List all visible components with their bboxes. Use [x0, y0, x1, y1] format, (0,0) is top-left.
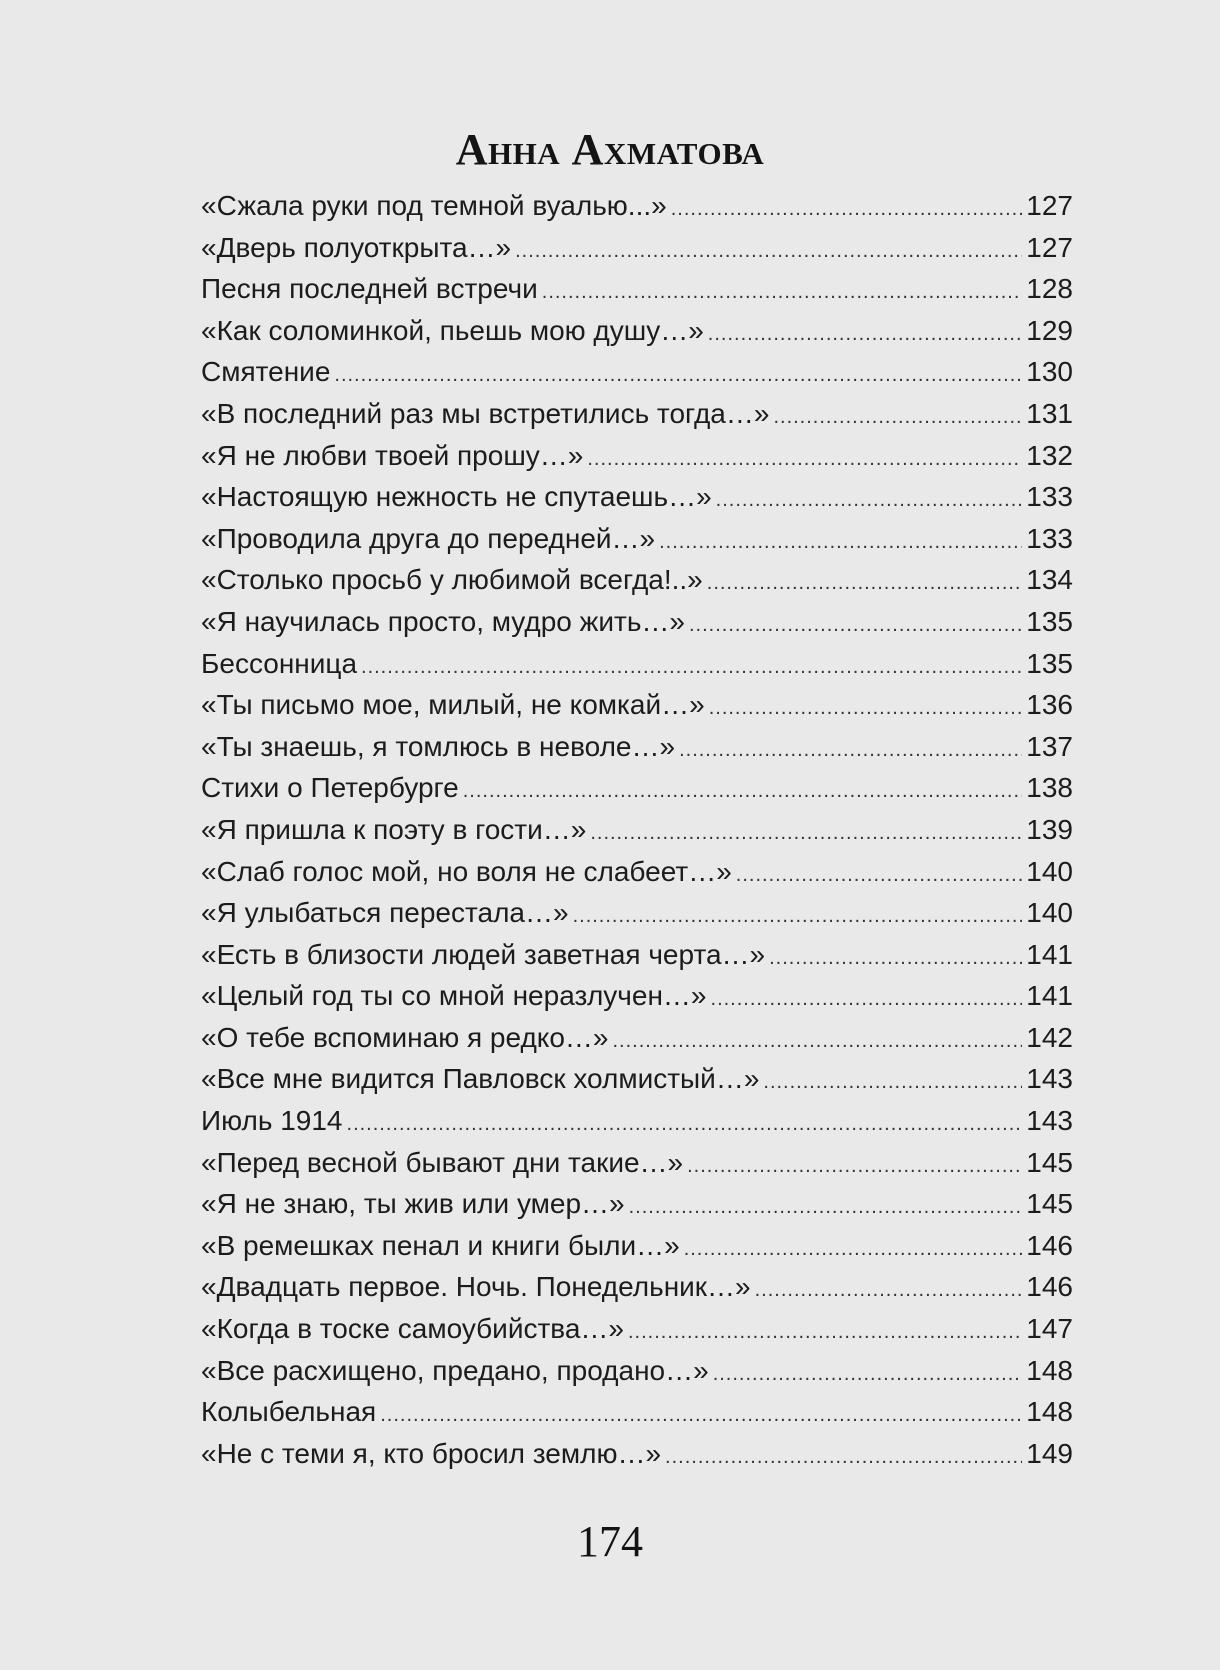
- toc-entry-page: 149: [1026, 1437, 1073, 1469]
- toc-dot-leader: [687, 1146, 1022, 1184]
- toc-dot-leader: [542, 272, 1023, 310]
- toc-entry-title: «Целый год ты со мной неразлучен…»: [201, 980, 707, 1012]
- toc-entry-page: 136: [1026, 689, 1073, 721]
- toc-entry-page: 133: [1026, 481, 1073, 513]
- toc-entry: [201, 767, 1073, 809]
- toc-entry-title: «Столько просьб у любимой всегда!..»: [201, 564, 703, 596]
- toc-entry-title: «Я пришла к поэту в гости…»: [201, 813, 587, 845]
- toc-dot-leader: [755, 1270, 1023, 1308]
- toc-entry: [201, 1308, 1073, 1350]
- toc-dot-leader: [709, 688, 1023, 726]
- toc-entry: [201, 1266, 1073, 1308]
- toc-dot-leader: [515, 231, 1022, 269]
- toc-entry: [201, 1391, 1073, 1433]
- toc-entry-title: «О тебе вспоминаю я редко…»: [201, 1021, 609, 1053]
- toc-dot-leader: [769, 938, 1022, 976]
- toc-entry-page: 127: [1026, 190, 1073, 221]
- toc-entry-page: 141: [1026, 980, 1073, 1012]
- toc-entry: [201, 1142, 1073, 1184]
- toc-entry-title: Июль 1914: [201, 1105, 343, 1137]
- toc-entry-title: «Слаб голос мой, но воля не слабеет…»: [201, 855, 732, 887]
- toc-dot-leader: [713, 1354, 1023, 1392]
- toc-entry-page: 129: [1026, 314, 1073, 346]
- toc-entry-page: 135: [1026, 605, 1073, 637]
- toc-entry-page: 146: [1026, 1271, 1073, 1303]
- toc-entry-title: «Не с теми я, кто бросил землю…»: [201, 1437, 662, 1469]
- toc-entry: [201, 435, 1073, 477]
- toc-dot-leader: [334, 355, 1022, 393]
- toc-entry: [201, 851, 1073, 893]
- toc-dot-leader: [380, 1395, 1022, 1433]
- toc-entry: [201, 892, 1073, 934]
- toc-entry: [201, 934, 1073, 976]
- toc-entry-page: 137: [1026, 730, 1073, 762]
- toc-entry: [201, 1350, 1073, 1392]
- toc-entry-title: «Я не знаю, ты жив или умер…»: [201, 1188, 625, 1220]
- toc-entry: [201, 393, 1073, 435]
- toc-entry-page: 132: [1026, 439, 1073, 471]
- toc-entry-title: «Все мне видится Павловск холмистый…»: [201, 1063, 760, 1095]
- toc-entry-page: 146: [1026, 1229, 1073, 1261]
- toc-entry-title: Смятение: [201, 356, 331, 388]
- toc-dot-leader: [763, 1062, 1022, 1100]
- toc-entry-title: «Двадцать первое. Ночь. Понедельник…»: [201, 1271, 751, 1303]
- toc-dot-leader: [613, 1021, 1023, 1059]
- toc-entry-title: «Дверь полуоткрыта…»: [201, 231, 512, 263]
- toc-dot-leader: [716, 480, 1023, 518]
- toc-entry-title: «В последний раз мы встретились тогда…»: [201, 397, 770, 429]
- toc-dot-leader: [361, 647, 1022, 685]
- toc-dot-leader: [573, 896, 1023, 934]
- toc-entry-title: «Проводила друга до передней…»: [201, 522, 656, 554]
- toc-entry-page: 128: [1026, 273, 1073, 305]
- toc-dot-leader: [689, 605, 1022, 643]
- toc-dot-leader: [671, 189, 1023, 227]
- page-number: 174: [577, 1517, 643, 1566]
- toc-entry: [201, 268, 1073, 310]
- toc-entry: [201, 351, 1073, 393]
- toc-entry-page: 147: [1026, 1313, 1073, 1345]
- toc-entry: [201, 1058, 1073, 1100]
- toc-dot-leader: [773, 397, 1022, 435]
- toc-entry-page: 148: [1026, 1396, 1073, 1428]
- toc-dot-leader: [347, 1104, 1023, 1142]
- toc-entry-page: 127: [1026, 231, 1073, 263]
- toc-entry-page: 140: [1026, 855, 1073, 887]
- toc-entry-title: «Я научилась просто, мудро жить…»: [201, 605, 685, 637]
- toc-dot-leader: [679, 730, 1022, 768]
- toc-entry-title: «Как соломинкой, пьешь мою душу…»: [201, 314, 704, 346]
- toc-entry-title: «Ты знаешь, я томлюсь в неволе…»: [201, 730, 676, 762]
- toc-entry-title: «Когда в тоске самоубийства…»: [201, 1313, 624, 1345]
- toc-dot-leader: [629, 1187, 1023, 1225]
- toc-entry: [201, 476, 1073, 518]
- toc-entry-page: 135: [1026, 647, 1073, 679]
- toc-dot-leader: [590, 813, 1022, 851]
- toc-entry-title: «Все расхищено, предано, продано…»: [201, 1354, 709, 1386]
- toc-dot-leader: [463, 771, 1023, 809]
- toc-entry: [201, 601, 1073, 643]
- toc-entry: [201, 1183, 1073, 1225]
- toc-entry: [201, 975, 1073, 1017]
- toc-entry-page: 148: [1026, 1354, 1073, 1386]
- toc-entry-title: Колыбельная: [201, 1396, 377, 1428]
- toc-dot-leader: [707, 563, 1023, 601]
- toc-entry-title: «Я улыбаться перестала…»: [201, 897, 569, 929]
- toc-dot-leader: [711, 979, 1023, 1017]
- toc-entry: [201, 684, 1073, 726]
- toc-entry-title: «Настоящую нежность не спутаешь…»: [201, 481, 712, 513]
- toc-entry-page: 143: [1026, 1105, 1073, 1137]
- toc-dot-leader: [587, 439, 1022, 477]
- toc-dot-leader: [736, 855, 1023, 893]
- toc-entry-title: «Перед весной бывают дни такие…»: [201, 1146, 684, 1178]
- toc-entry-title: Стихи о Петербурге: [201, 772, 459, 804]
- toc-entry-page: 143: [1026, 1063, 1073, 1095]
- toc-entry: [201, 726, 1073, 768]
- toc-entry-title: Бессонница: [201, 647, 358, 679]
- toc-entry: [201, 1100, 1073, 1142]
- toc-entry-page: 140: [1026, 897, 1073, 929]
- toc-entry-page: 138: [1026, 772, 1073, 804]
- toc-entry-title: «В ремешках пенал и книги были…»: [201, 1229, 680, 1261]
- toc-entry-page: 145: [1026, 1146, 1073, 1178]
- toc-entry-page: 142: [1026, 1021, 1073, 1053]
- toc-entry-page: 145: [1026, 1188, 1073, 1220]
- table-of-contents: [201, 185, 1073, 1474]
- toc-entry-page: 139: [1026, 813, 1073, 845]
- toc-dot-leader: [665, 1437, 1022, 1475]
- toc-entry: [201, 809, 1073, 851]
- toc-entry: [201, 1225, 1073, 1267]
- toc-entry-page: 141: [1026, 938, 1073, 970]
- toc-entry: [201, 310, 1073, 352]
- toc-dot-leader: [659, 522, 1022, 560]
- toc-entry: [201, 227, 1073, 269]
- toc-entry: [201, 518, 1073, 560]
- toc-dot-leader: [708, 314, 1022, 352]
- toc-entry-title: «Я не любви твоей прошу…»: [201, 439, 584, 471]
- toc-entry-page: 131: [1026, 397, 1073, 429]
- toc-entry-page: 133: [1026, 522, 1073, 554]
- toc-entry: [201, 1017, 1073, 1059]
- toc-entry-title: «Есть в близости людей заветная черта…»: [201, 938, 766, 970]
- toc-entry-title: Песня последней встречи: [201, 273, 538, 305]
- toc-entry-page: 134: [1026, 564, 1073, 596]
- toc-dot-leader: [628, 1312, 1022, 1350]
- toc-dot-leader: [684, 1229, 1023, 1267]
- toc-entry-title: «Ты письмо мое, милый, не комкай…»: [201, 689, 705, 721]
- toc-entry-title: «Сжала руки под темной вуалью...»: [201, 190, 667, 221]
- toc-entry: [201, 185, 1073, 227]
- toc-entry: [201, 559, 1073, 601]
- toc-entry: [201, 1433, 1073, 1475]
- toc-entry-page: 130: [1026, 356, 1073, 388]
- running-header-author: Анна Ахматова: [455, 125, 765, 174]
- toc-entry: [201, 643, 1073, 685]
